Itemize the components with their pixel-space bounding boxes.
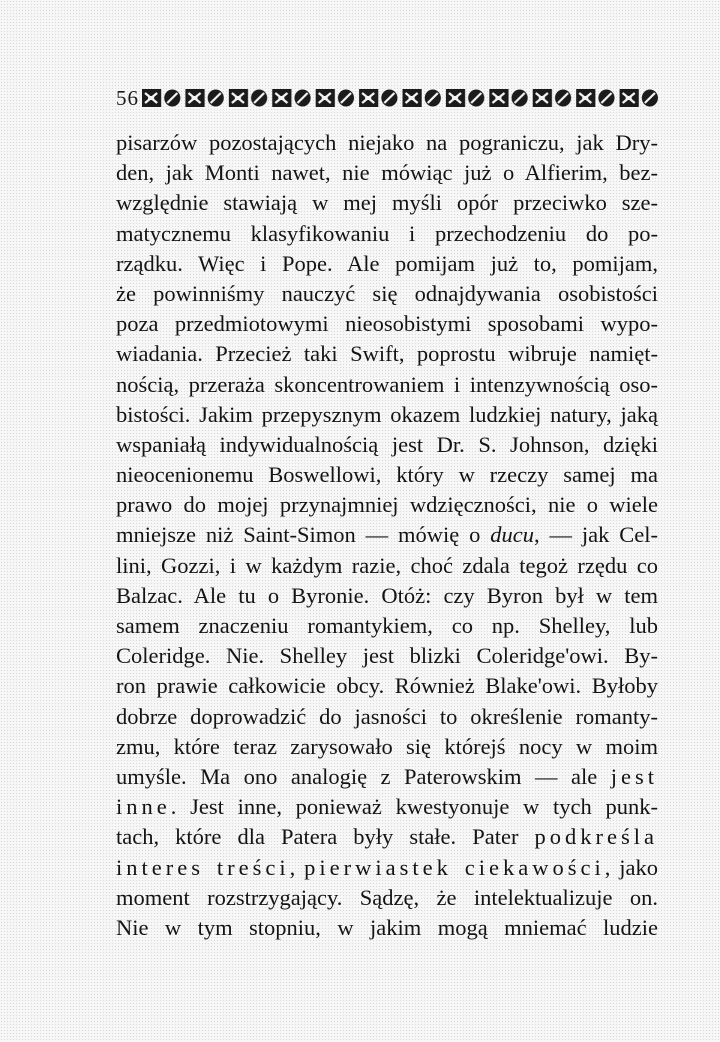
text-line: nieocenionemu Boswellowi, który w rzeczy samej ma: [116, 462, 658, 488]
text-line: dobrze doprowadzić do jasności to określenie romanty-: [116, 703, 658, 729]
text-line: [116, 792, 658, 822]
spaced-emphasis: inne: [116, 794, 171, 820]
body-text: [116, 128, 658, 943]
text-line: nością, przeraża skoncentrowaniem i intenzywnością oso-: [116, 371, 658, 397]
text-line: moment rozstrzygający. Sądzę, że intelektualizuje on.: [116, 884, 658, 910]
italic-word: ducu: [490, 522, 534, 548]
page-number: 56: [116, 86, 139, 110]
spaced-emphasis: interes treści: [116, 854, 290, 880]
text-line: wspaniałą indywidualnością jest Dr. S. Johnson, dzięki: [116, 431, 658, 457]
text-line: prawo do mojej przynajmniej wdzięczności, nie o wiele: [116, 492, 658, 518]
text-line: [116, 853, 658, 883]
text-line: ron prawie całkowicie obcy. Również Blake'owi. Byłoby: [116, 673, 658, 699]
text-line: matycznemu klasyfikowaniu i przechodzeniu do po-: [116, 220, 658, 246]
spaced-emphasis: podkreśla: [534, 824, 658, 850]
text-line: bistości. Jakim przepysznym okazem ludzkiej natury, jaką: [116, 401, 658, 427]
text-line: samem znaczeniu romantykiem, co np. Shelley, lub: [116, 613, 658, 638]
text-line: że powinniśmy nauczyć się odnajdywania osobistości: [116, 280, 658, 306]
spaced-emphasis: pierwiastek ciekawości: [304, 854, 605, 880]
text-segment: mniejsze niż Saint-Simon — mówię o: [116, 522, 491, 548]
text-segment: tach, które dla Patera były stałe. Pater: [116, 824, 535, 850]
text-segment: ,: [289, 854, 305, 880]
text-line: lini, Gozzi, i w każdym razie, choć zdala tegoż rzędu co: [116, 552, 658, 578]
text-line: pisarzów pozostających niejako na pograniczu, jak Dry-: [116, 130, 658, 155]
text-line: rządku. Więc i Pope. Ale pomijam już to, pomijam,: [116, 250, 658, 276]
decorative-border-ornament: [141, 87, 662, 109]
spaced-emphasis: jest: [610, 763, 658, 789]
text-line: Coleridge. Nie. Shelley jest blizki Coleridge'owi. By-: [116, 643, 658, 669]
text-line: Balzac. Ale tu o Byronie. Otóż: czy Byron był w tem: [116, 582, 658, 608]
text-line: Nie w tym stopniu, w jakim mogą mniemać ludzie: [116, 914, 658, 940]
text-segment: , jako: [604, 854, 658, 880]
text-segment: , — jak Cel-: [534, 522, 658, 548]
text-line: poza przedmiotowymi nieosobistymi sposobami wypo-: [116, 311, 658, 337]
text-line: wiadania. Przecież taki Swift, poprostu wibruje namięt-: [116, 341, 658, 367]
page-header: [116, 84, 662, 112]
text-line: zmu, które teraz zarysowało się którejś nocy w moim: [116, 733, 658, 759]
text-segment: umyśle. Ma ono analogię z Paterowskim — ale: [116, 763, 611, 789]
text-line: [116, 762, 658, 792]
text-line: względnie stawiają w mej myśli opór przeciwko sze-: [116, 190, 658, 216]
text-segment: . Jest inne, ponieważ kwestyonuje w tych punk-: [170, 794, 658, 820]
text-line: den, jak Monti nawet, nie mówiąc już o Alfierim, bez-: [116, 160, 658, 186]
text-line: [116, 822, 658, 852]
text-line: [116, 520, 658, 550]
